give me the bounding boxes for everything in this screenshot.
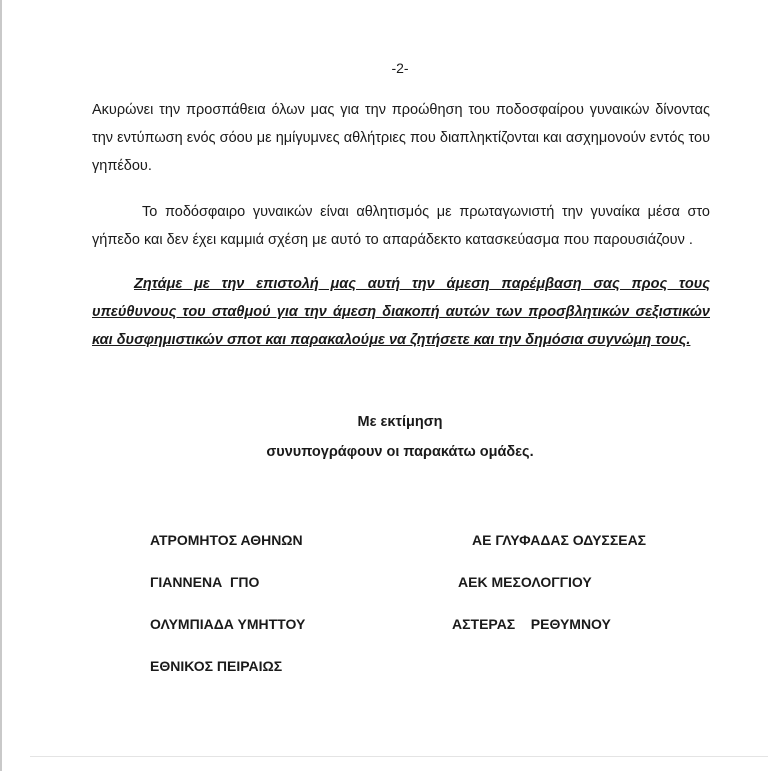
team-left-3: ΟΛΥΜΠΙΑΔΑ ΥΜΗΤΤΟΥ — [150, 616, 306, 632]
closing-greeting: Με εκτίμηση — [357, 414, 443, 430]
team-left-1: ΑΤΡΟΜΗΤΟΣ ΑΘΗΝΩΝ — [150, 532, 303, 548]
team-right-1: ΑΕ ΓΛΥΦΑΔΑΣ ΟΔΥΣΣΕΑΣ — [472, 532, 647, 548]
bottom-divider — [30, 756, 768, 757]
team-right-2: ΑΕΚ ΜΕΣΟΛΟΓΓΙΟΥ — [458, 574, 592, 590]
paragraph-2: Το ποδόσφαιρο γυναικών είναι αθλητισμός με πρωταγωνιστή την γυναίκα μέσα στο γήπεδο και δεν έχει καμμιά σχέση με αυτό το απαράδεκτο κατασκεύασμα που παρουσιάζουν . — [92, 204, 710, 248]
team-left-2: ΓΙΑΝΝΕΝΑ ΓΠΟ — [150, 574, 260, 590]
page-left-edge — [0, 0, 2, 771]
closing-signatories-line: συνυπογράφουν οι παρακάτω ομάδες. — [266, 444, 534, 460]
paragraph-3-request: Ζητάμε με την επιστολή μας αυτή την άμεση παρέμβαση σας προς τους υπεύθυνους του σταθμού για την άμεση διακοπή αυτών των προσβλητικών σεξιστικών και δυσφημιστικών σποτ και παρακαλούμε να ζητήσετε και την δημόσια συγνώμη τους. — [92, 276, 710, 348]
paragraph-1: Ακυρώνει την προσπάθεια όλων μας για την προώθηση του ποδοσφαίρου γυναικών δίνοντας την εντύπωση ενός σόου με ημίγυμνες αθλήτριες που διαπληκτίζονται και ασχημονούν εντός του γηπέδου. — [92, 102, 710, 174]
team-left-4: ΕΘΝΙΚΟΣ ΠΕΙΡΑΙΩΣ — [150, 658, 283, 674]
page-number: -2- — [391, 60, 409, 76]
team-right-3: ΑΣΤΕΡΑΣ ΡΕΘΥΜΝΟΥ — [452, 616, 611, 632]
